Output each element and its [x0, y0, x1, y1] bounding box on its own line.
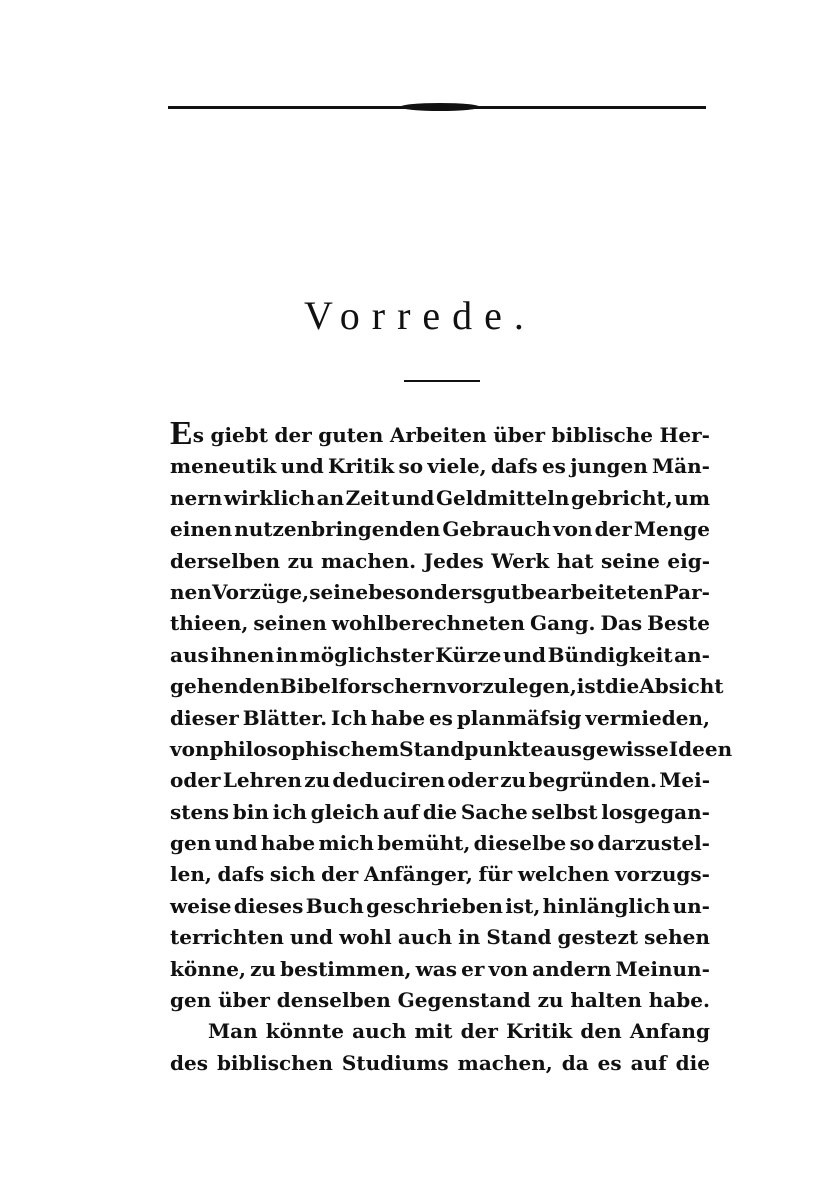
- word: selbst: [531, 799, 598, 824]
- word: ihnen: [210, 642, 275, 667]
- word: Kritik: [328, 454, 395, 479]
- word: des: [170, 1050, 208, 1075]
- word: hat: [556, 548, 594, 573]
- word: len,: [170, 862, 212, 887]
- text-line: [170, 546, 710, 577]
- word: und: [289, 925, 333, 950]
- word: giebt: [210, 423, 268, 447]
- word: von: [170, 736, 210, 761]
- word: Sache: [460, 799, 528, 824]
- word: an-: [674, 642, 710, 667]
- word: oder: [447, 768, 499, 793]
- text-line: [170, 415, 710, 452]
- text-line: [170, 671, 724, 702]
- word: über: [493, 423, 546, 447]
- word: andern: [532, 956, 612, 981]
- word: Stand: [486, 925, 552, 950]
- word: seine: [601, 548, 660, 573]
- word: Ideen: [668, 736, 733, 761]
- word: dafs: [490, 454, 538, 479]
- word: biblischen: [216, 1050, 333, 1075]
- word: Män-: [652, 454, 710, 479]
- word: ist: [576, 674, 605, 699]
- word: vorzugs-: [614, 862, 710, 887]
- word: hinlänglich: [542, 893, 671, 918]
- word: von: [552, 517, 593, 542]
- word: jungen: [570, 454, 648, 479]
- word: sich: [269, 862, 316, 887]
- word: Zeit: [345, 485, 390, 510]
- text-line: [170, 1048, 710, 1079]
- word: terrichten: [170, 925, 284, 950]
- word: viele,: [427, 454, 487, 479]
- word: deduciren: [332, 768, 446, 793]
- word: und: [502, 642, 547, 667]
- word: könne,: [170, 956, 246, 981]
- first-word-rest: s: [192, 423, 204, 447]
- word: Vorzüge,: [211, 579, 310, 604]
- word: Jedes: [423, 548, 484, 573]
- word: dieser: [170, 705, 239, 730]
- word: oder: [170, 768, 221, 793]
- word: losgegan-: [601, 799, 710, 824]
- word: Geldmitteln: [435, 485, 570, 510]
- word: nutzenbringenden: [234, 517, 441, 542]
- word: zu: [304, 768, 331, 793]
- word: Bibelforschern: [279, 674, 447, 699]
- text-line: [170, 922, 710, 953]
- word: einen: [170, 517, 233, 542]
- word: in: [275, 642, 298, 667]
- first-word: [170, 415, 204, 452]
- word: ist,: [505, 893, 541, 918]
- word: und: [280, 454, 324, 479]
- word: ich: [272, 799, 307, 824]
- word: mich: [318, 831, 374, 856]
- word: der: [321, 862, 359, 887]
- word: der: [274, 423, 312, 447]
- word: er: [461, 956, 485, 981]
- word: biblische: [551, 423, 653, 447]
- word: möglichster: [299, 642, 434, 667]
- word: gut: [482, 579, 521, 604]
- text-line: [170, 577, 710, 608]
- word: gebricht,: [571, 485, 673, 510]
- word: Anfang: [629, 1019, 710, 1044]
- text-line: [170, 703, 710, 734]
- text-line: [170, 1016, 710, 1047]
- word: und: [391, 485, 435, 510]
- word: um: [674, 485, 710, 510]
- text-line: [170, 483, 710, 514]
- word: zu: [287, 548, 314, 573]
- word: geschrieben: [366, 893, 503, 918]
- word: stens: [170, 799, 230, 824]
- word: Studiums: [341, 1050, 449, 1075]
- word: an: [316, 485, 345, 510]
- word: Bündigkeit: [547, 642, 673, 667]
- word: vermieden,: [585, 705, 710, 730]
- word: von: [488, 956, 528, 981]
- word: gleich: [310, 799, 380, 824]
- word: seine: [309, 579, 369, 604]
- word: eig-: [667, 548, 710, 573]
- word: halten: [570, 988, 642, 1013]
- word: Werk: [491, 548, 550, 573]
- word: da: [561, 1050, 589, 1075]
- word: vorzulegen,: [446, 674, 577, 699]
- text-line: [170, 797, 710, 828]
- text-line: [170, 954, 710, 985]
- text-line: [170, 891, 710, 922]
- word: Buch: [305, 893, 364, 918]
- word: Gegenstand: [397, 988, 531, 1013]
- word: wirklich: [223, 485, 316, 510]
- word: Par-: [663, 579, 710, 604]
- word: Kürze: [435, 642, 502, 667]
- word: gen: [170, 831, 212, 856]
- word: auf: [630, 1050, 667, 1075]
- word: die: [422, 799, 458, 824]
- word: begründen.: [528, 768, 657, 793]
- word: Kritik: [506, 1019, 573, 1044]
- word: Das: [600, 611, 643, 636]
- word: in: [458, 925, 481, 950]
- word: Absicht: [639, 674, 724, 699]
- text-line: [170, 514, 710, 545]
- word: gewisse: [582, 736, 669, 761]
- word: zu: [250, 956, 276, 981]
- word: über: [218, 988, 270, 1013]
- text-line: [170, 859, 710, 890]
- word: denselben: [276, 988, 391, 1013]
- word: Standpunkte: [399, 736, 544, 761]
- word: bemüht,: [377, 831, 471, 856]
- word: machen.: [321, 548, 417, 573]
- word: sehen: [644, 925, 710, 950]
- word: für: [478, 862, 513, 887]
- word: un-: [672, 893, 710, 918]
- word: auch: [352, 1019, 407, 1044]
- word: der: [594, 517, 632, 542]
- word: nen: [170, 579, 212, 604]
- word: welchen: [517, 862, 610, 887]
- word: mit: [414, 1019, 453, 1044]
- word: thieen,: [170, 611, 249, 636]
- word: gehenden: [170, 674, 280, 699]
- text-line: [170, 985, 710, 1016]
- top-rule-ornament: [400, 103, 480, 111]
- word: seinen: [253, 611, 327, 636]
- word: guten: [318, 423, 384, 447]
- word: gestezt: [557, 925, 639, 950]
- word: Ich: [330, 705, 367, 730]
- word: dieses: [233, 893, 304, 918]
- word: es: [541, 454, 566, 479]
- word: nern: [170, 485, 223, 510]
- title-divider: [404, 380, 480, 382]
- word: Man: [208, 1019, 258, 1044]
- text-line: [170, 608, 710, 639]
- word: aus: [543, 736, 582, 761]
- word: es: [428, 705, 453, 730]
- word: dafs: [217, 862, 265, 887]
- word: bestimmen,: [280, 956, 412, 981]
- page-title: Vorrede.: [304, 293, 536, 338]
- word: Lehren: [222, 768, 302, 793]
- word: die: [604, 674, 640, 699]
- word: der: [460, 1019, 498, 1044]
- word: zu: [537, 988, 564, 1013]
- word: wohl: [339, 925, 392, 950]
- text-line: [170, 765, 710, 796]
- word: meneutik: [170, 454, 277, 479]
- word: zu: [500, 768, 527, 793]
- word: besonders: [368, 579, 483, 604]
- word: könnte: [265, 1019, 345, 1044]
- word: aus: [170, 642, 209, 667]
- word: die: [675, 1050, 710, 1075]
- word: planmäfsig: [456, 705, 582, 730]
- word: Gebrauch: [442, 517, 551, 542]
- word: Gang.: [529, 611, 596, 636]
- word: derselben: [170, 548, 281, 573]
- word: darzustel-: [597, 831, 710, 856]
- word: weise: [170, 893, 232, 918]
- word: Beste: [647, 611, 710, 636]
- drop-cap: E: [170, 415, 193, 452]
- word: philosophischem: [209, 736, 400, 761]
- text-line: [170, 734, 733, 765]
- word: bin: [232, 799, 269, 824]
- preface-text: [170, 415, 733, 1079]
- word: habe: [370, 705, 426, 730]
- word: dieselbe: [473, 831, 567, 856]
- word: so: [398, 454, 424, 479]
- word: und: [214, 831, 258, 856]
- word: machen,: [457, 1050, 553, 1075]
- text-line: [170, 640, 710, 671]
- text-line: [170, 451, 710, 482]
- word: bearbeiteten: [520, 579, 664, 604]
- word: Anfänger,: [363, 862, 473, 887]
- word: wohlberechneten: [331, 611, 525, 636]
- word: auch: [397, 925, 453, 950]
- word: Mei-: [659, 768, 710, 793]
- word: so: [569, 831, 595, 856]
- word: auf: [382, 799, 420, 824]
- word: gen: [170, 988, 212, 1013]
- word: habe: [260, 831, 316, 856]
- word: den: [580, 1019, 622, 1044]
- word: es: [597, 1050, 622, 1075]
- text-line: [170, 828, 710, 859]
- word: Arbeiten: [389, 423, 487, 447]
- word: Her-: [659, 423, 710, 447]
- word: habe.: [648, 988, 710, 1013]
- word: Menge: [633, 517, 710, 542]
- word: was: [415, 956, 457, 981]
- word: Meinun-: [615, 956, 710, 981]
- word: Blätter.: [242, 705, 328, 730]
